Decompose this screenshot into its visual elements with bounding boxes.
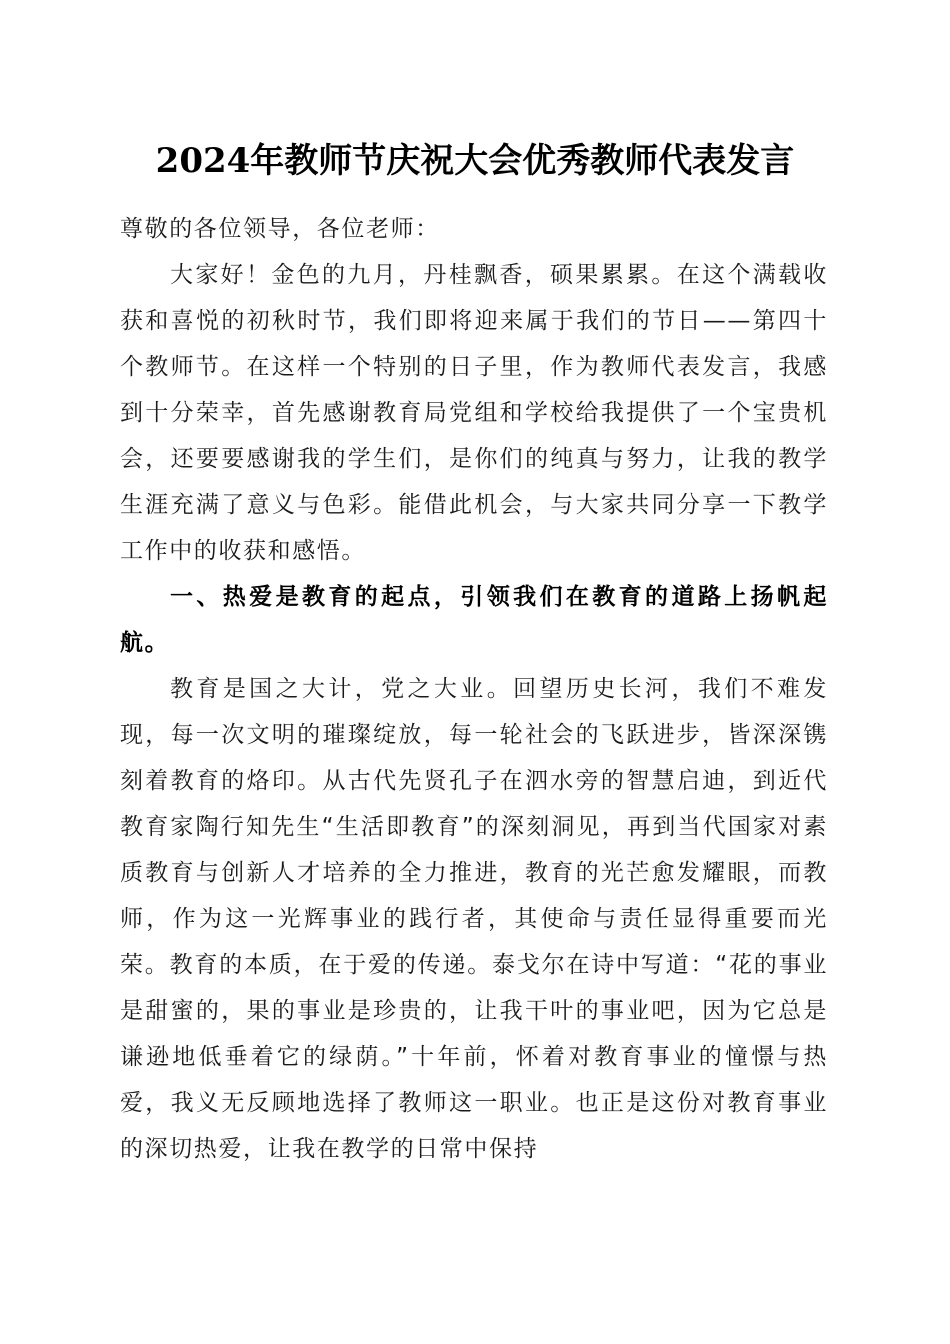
section-heading: 一、热爱是教育的起点，引领我们在教育的道路上扬帆起航。 <box>120 584 828 656</box>
document-title: 2024年教师节庆祝大会优秀教师代表发言 <box>155 141 795 181</box>
salutation: 尊敬的各位领导，各位老师： <box>120 216 440 242</box>
document-body <box>120 206 828 1172</box>
paragraph-body: 教育是国之大计，党之大业。回望历史长河，我们不难发现，每一次文明的璀璨绽放，每一轮社会的飞跃进步，皆深深镌刻着教育的烙印。从古代先贤孔子在泗水旁的智慧启迪，到近代教育家陶行知先生“生活即教育”的深刻洞见，再到当代国家对素质教育与创新人才培养的全力推进，教育的光芒愈发耀眼，而教师，作为这一光辉事业的践行者，其使命与责任显得重要而光荣。教育的本质，在于爱的传递。泰戈尔在诗中写道：“花的事业是甜蜜的，果的事业是珍贵的，让我干叶的事业吧，因为它总是谦逊地低垂着它的绿荫。”十年前，怀着对教育事业的憧憬与热爱，我义无反顾地选择了教师这一职业。也正是这份对教育事业的深切热爱，让我在教学的日常中保持 <box>120 676 828 1162</box>
paragraph-opening: 大家好！金色的九月，丹桂飘香，硕果累累。在这个满载收获和喜悦的初秋时节，我们即将迎来属于我们的节日——第四十个教师节。在这样一个特别的日子里，作为教师代表发言，我感到十分荣幸，首先感谢教育局党组和学校给我提供了一个宝贵机会，还要要感谢我的学生们，是你们的纯真与努力，让我的教学生涯充满了意义与色彩。能借此机会，与大家共同分享一下教学工作中的收获和感悟。 <box>120 262 828 564</box>
